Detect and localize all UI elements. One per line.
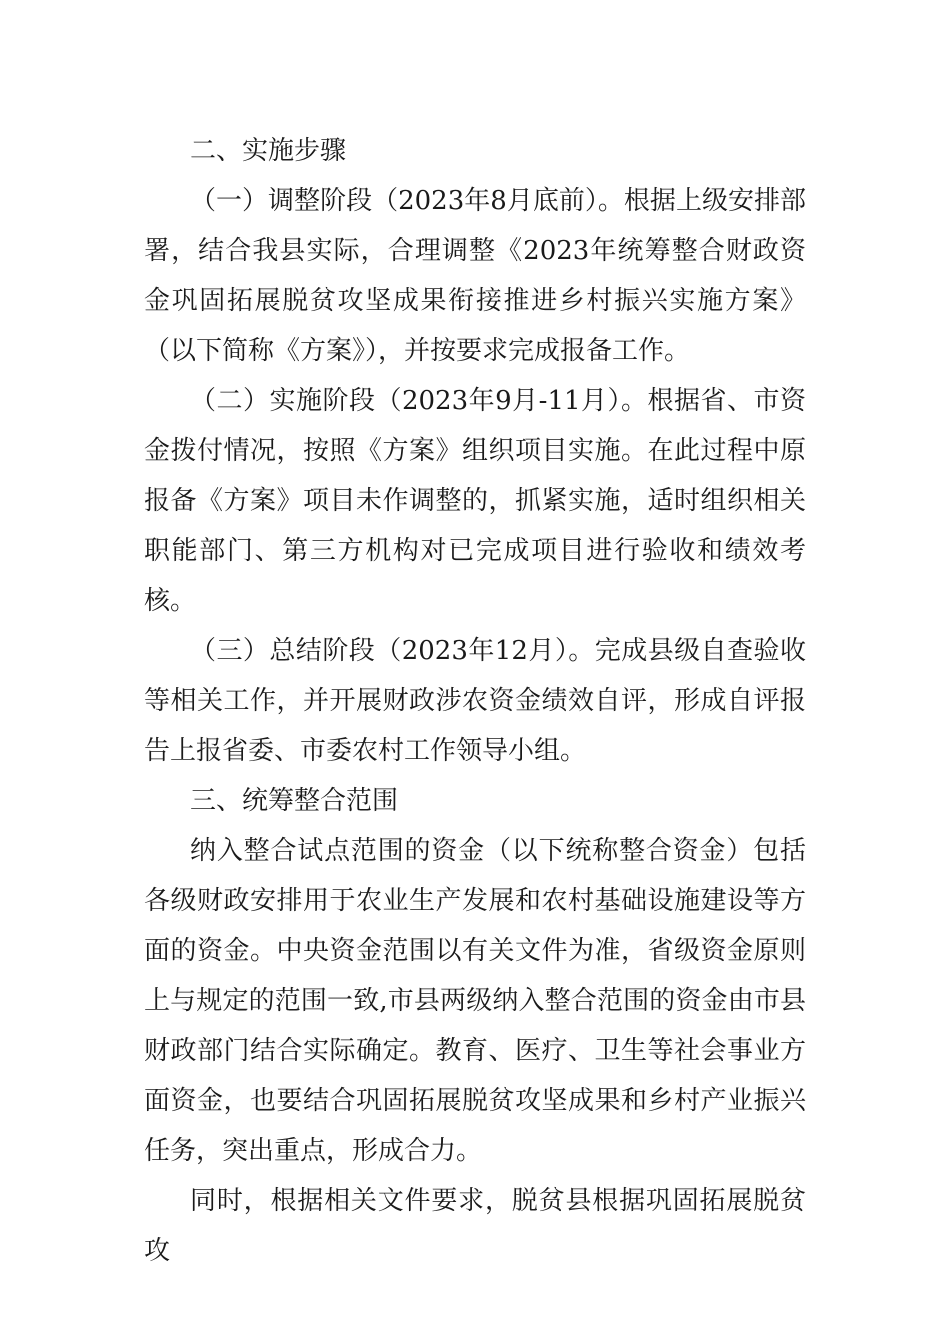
paragraph-integration-scope: 纳入整合试点范围的资金（以下统称整合资金）包括各级财政安排用于农业生产发展和农村基础设施建设等方面的资金。中央资金范围以有关文件为准，省级资金原则上与规定的范围一致,市县两级纳入整合范围的资金由市县财政部门结合实际确定。教育、医疗、卫生等社会事业方面资金，也要结合巩固拓展脱贫攻坚成果和乡村产业振兴任务，突出重点，形成合力。: [144, 836, 806, 1166]
paragraph-implementation-stage: （二）实施阶段（2023年9月-11月）。根据省、市资金拨付情况，按照《方案》组织项目实施。在此过程中原报备《方案》项目未作调整的，抓紧实施，适时组织相关职能部门、第三方机构对已完成项目进行验收和绩效考核。: [144, 386, 806, 616]
section-heading-integration-scope: 三、统筹整合范围: [190, 786, 399, 816]
section-heading-implementation-steps: 二、实施步骤: [190, 136, 347, 166]
document-body: [144, 126, 806, 1276]
paragraph-adjustment-stage: （一）调整阶段（2023年8月底前）。根据上级安排部署，结合我县实际，合理调整《2023年统筹整合财政资金巩固拓展脱贫攻坚成果衔接推进乡村振兴实施方案》（以下简称《方案》），并按要求完成报备工作。: [144, 186, 806, 366]
paragraph-closing: 同时，根据相关文件要求，脱贫县根据巩固拓展脱贫攻: [144, 1186, 806, 1266]
paragraph-summary-stage: （三）总结阶段（2023年12月）。完成县级自查验收等相关工作，并开展财政涉农资金绩效自评，形成自评报告上报省委、市委农村工作领导小组。: [144, 636, 806, 766]
